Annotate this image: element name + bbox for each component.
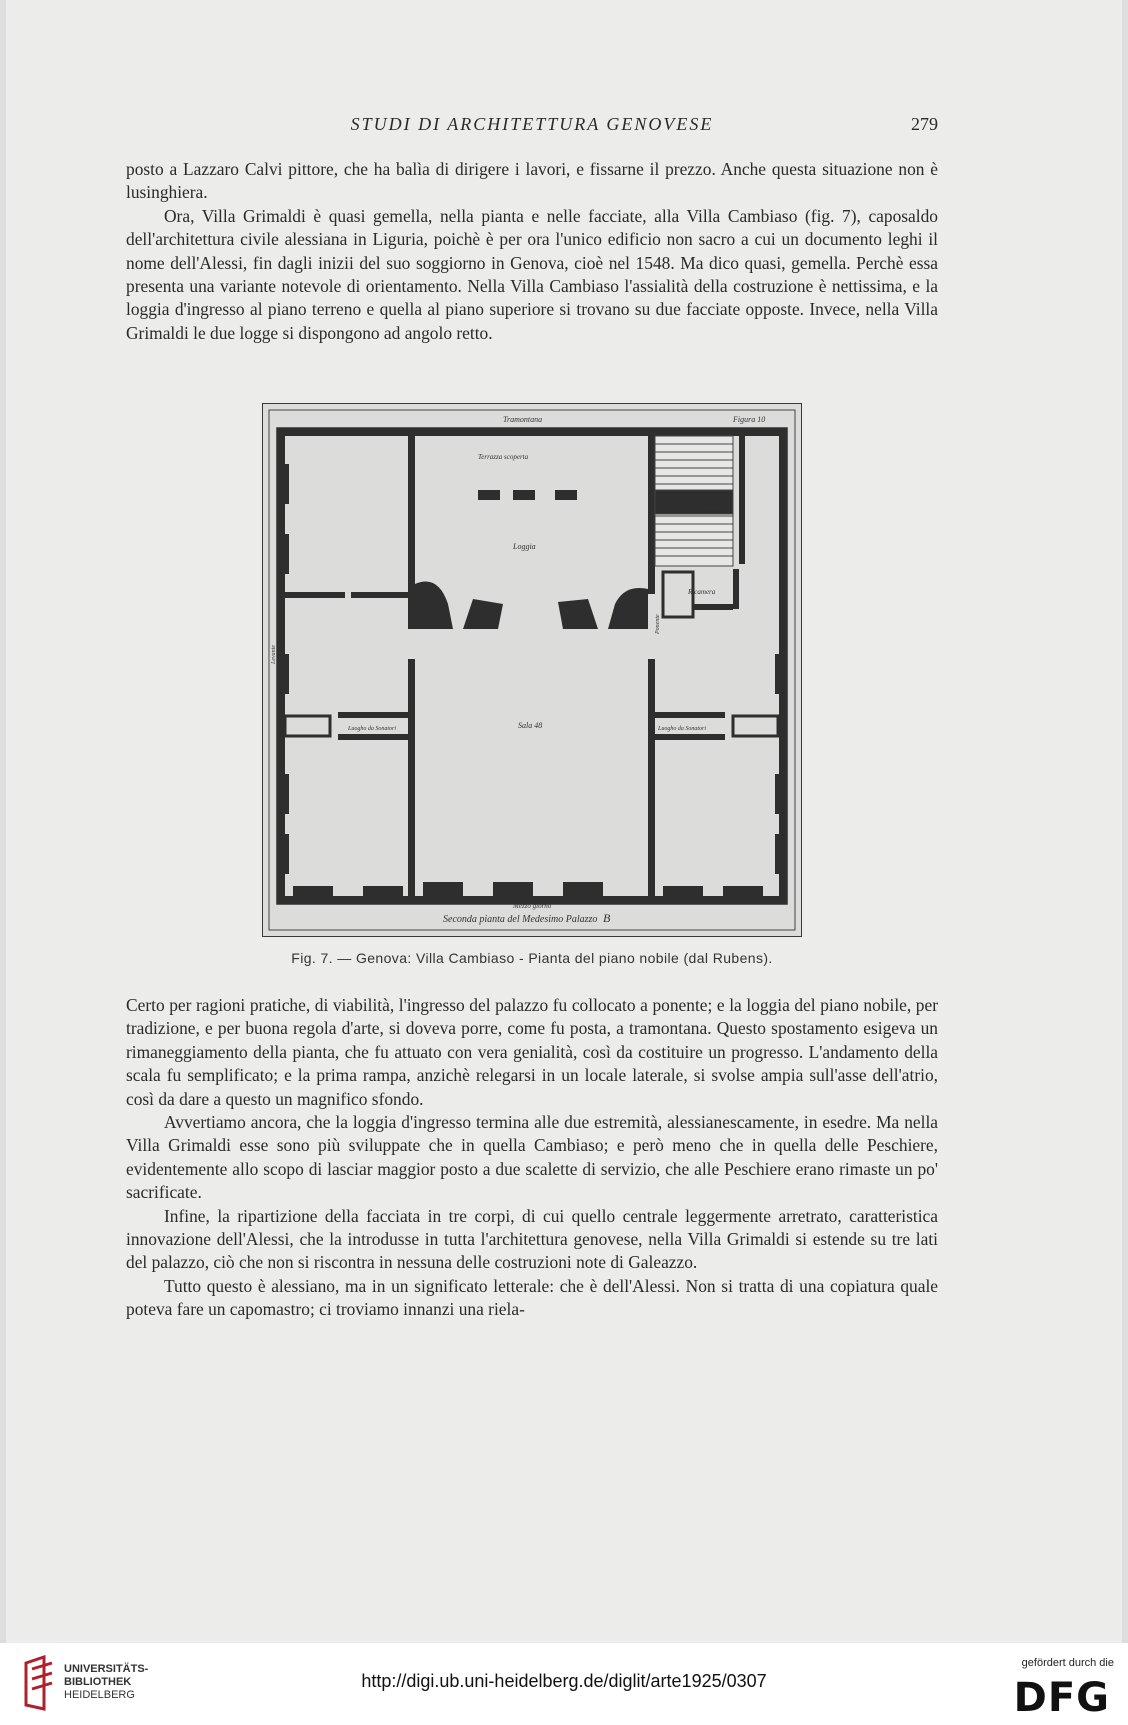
loggia-pier-center-left bbox=[463, 599, 503, 629]
plan-letter: B bbox=[603, 911, 611, 925]
floor-plan-figure bbox=[262, 403, 802, 937]
funding-text: gefördert durch die bbox=[1021, 1657, 1114, 1669]
paragraph: Certo per ragioni pratiche, di viabilità, l'ingresso del palazzo fu collocato a ponente; e la loggia del piano nobile, per tradizione, e per buona regola d'arte, si doveva porre, come fu posta, a tramontana. Questo spostamento esigeva un rimaneggiamento della pianta, che fu attuato con vera genialità, così da costituire un progresso. L'andamento della scala fu semplificato; e la prima rampa, anzichè relegarsi in un locale laterale, si svolse ampia sull'asse dell'atrio, così da dare a questo un magnifico sfondo. bbox=[126, 995, 938, 1109]
loggia-pier-right bbox=[608, 588, 648, 629]
plan-label-left-niche: Luogho da Sonatori bbox=[348, 726, 397, 732]
wall-left-upper bbox=[408, 434, 415, 629]
plan-label-loggia: Loggia bbox=[513, 542, 536, 551]
gallery-wall bbox=[739, 434, 745, 564]
paragraph: Ora, Villa Grimaldi è quasi gemella, nella pianta e nelle facciate, alla Villa Cambiaso (fig. 7), caposaldo dell'architettura civile alessiana in Liguria, poichè è per ora l'unico edificio non sacro a cui un documento leghi il nome dell'Alessi, fin dagli inizii del suo soggiorno in Genova, cioè nel 1548. Ma dico quasi, gemella. Perchè essa presenta una variante notevole di orientamento. Nella Villa Cambiaso l'assialità della costruzione è nettissima, e la loggia d'ingresso al piano terreno e quella al piano superiore si trovano su due facciate opposte. Invece, nella Villa Grimaldi le due logge si dispongono ad angolo retto. bbox=[126, 205, 938, 343]
loggia-opening-2 bbox=[513, 490, 535, 500]
footer-bar bbox=[0, 1643, 1128, 1725]
plan-label-right-side: Ponente bbox=[655, 614, 661, 634]
wall-right-v1 bbox=[733, 569, 739, 609]
loggia-pier-left bbox=[415, 582, 453, 630]
plan-label-terrace: Terrazza scoperta bbox=[478, 453, 529, 461]
library-line-2: BIBLIOTHEK bbox=[64, 1676, 132, 1688]
paragraph: Tutto questo è alessiano, ma in un significato letterale: che è dell'Alessi. Non si tratta di una copiatura quale poteva fare un capomastro; ci troviamo innanzi una riela- bbox=[126, 1275, 938, 1320]
niche-right bbox=[733, 716, 778, 736]
wall-left-h2 bbox=[351, 592, 411, 598]
paragraph: Infine, la ripartizione della facciata in tre corpi, di cui quello centrale leggermente arretrato, caratteristica innovazione dell'Alessi, che la introdusse in tutta l'architettura genovese, nella Villa Grimaldi si estende su tre lati del palazzo, ciò che non si riscontra in nessuna delle costruzioni note di Galeazzo. bbox=[126, 1205, 938, 1273]
wall-right-h1 bbox=[693, 604, 733, 610]
paragraph: Avvertiamo ancora, che la loggia d'ingresso termina alle due estremità, alessianescamente, in esedre. Ma nella Villa Grimaldi esse sono più sviluppate che in quella Cambiaso; e però meno che in quella delle Peschiere, evidentemente allo scopo di lasciar maggior posto a due scalette di servizio, che alle Peschiere erano rimaste un po' sacrificate. bbox=[126, 1112, 938, 1203]
wall-left-h3 bbox=[338, 712, 408, 718]
plan-label-right-niche: Luogho da Sonatori bbox=[658, 726, 707, 732]
plan-label-top: Tramontana bbox=[503, 415, 543, 424]
wall-left-h4 bbox=[338, 734, 408, 740]
floor-plan-drawing bbox=[263, 404, 801, 936]
page-number: 279 bbox=[911, 114, 938, 134]
source-url-link[interactable]: http://digi.ub.uni-heidelberg.de/diglit/arte1925/0307 bbox=[361, 1671, 767, 1691]
plan-label-antechamber: Ricamera bbox=[688, 588, 716, 596]
plan-title: Seconda pianta del Medesimo Palazzo bbox=[443, 914, 598, 925]
wall-left-h1 bbox=[285, 592, 345, 598]
paragraph: posto a Lazzaro Calvi pittore, che ha balìa di dirigere i lavori, e fissarne il prezzo. Anche questa situazione non è lusinghiera. bbox=[126, 159, 938, 203]
figure-caption: Fig. 7. — Genova: Villa Cambiaso - Pianta del piano nobile (dal Rubens). bbox=[291, 950, 773, 966]
wall-left-lower bbox=[408, 659, 415, 899]
running-title: STUDI DI ARCHITETTURA GENOVESE bbox=[350, 114, 714, 134]
plan-label-left-side: Levante bbox=[271, 645, 277, 664]
dfg-logo: DFG bbox=[1013, 1675, 1110, 1721]
library-line-3: HEIDELBERG bbox=[64, 1689, 135, 1701]
loggia-pier-center-right bbox=[558, 599, 598, 629]
niche-left bbox=[285, 716, 330, 736]
plan-label-figure: Figura 10 bbox=[733, 415, 766, 424]
wall-right-h4 bbox=[655, 734, 725, 740]
body-text-bottom bbox=[126, 994, 938, 1322]
plan-label-hall: Sala 48 bbox=[518, 721, 543, 730]
plan-label-bottom: Mezzo giorno bbox=[513, 902, 552, 910]
library-line-1: UNIVERSITÄTS- bbox=[64, 1663, 149, 1675]
loggia-opening-1 bbox=[478, 490, 500, 500]
wall-right-h3 bbox=[655, 712, 725, 718]
wall-right-upper bbox=[648, 434, 655, 594]
bottom-window-piers bbox=[293, 882, 763, 898]
staircase bbox=[655, 436, 733, 566]
loggia-opening-3 bbox=[555, 490, 577, 500]
running-header bbox=[126, 114, 938, 138]
plan-label-gallery: Galeria bbox=[703, 505, 722, 511]
body-text-top bbox=[126, 158, 938, 345]
wall-right-lower bbox=[648, 659, 655, 899]
